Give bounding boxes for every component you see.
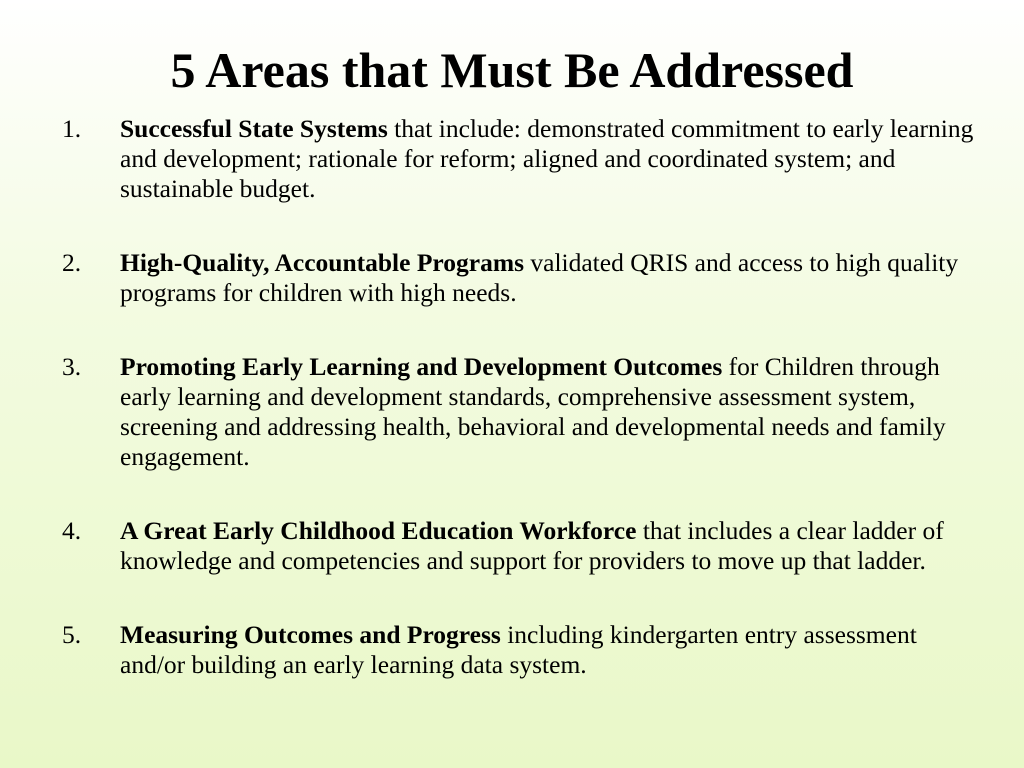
item-lead: Measuring Outcomes and Progress [120, 620, 501, 649]
item-number: 5. [62, 620, 82, 649]
item-text: validated QRIS and access to high quality programs for children with high needs. [120, 248, 959, 307]
item-lead: Promoting Early Learning and Development Outcomes [120, 352, 723, 381]
item-text: that includes a clear ladder of knowledge and competencies and support for providers to move up that ladder. [120, 516, 944, 575]
item-text: including kindergarten entry assessment and/or building an early learning data system. [120, 620, 917, 679]
item-number: 3. [62, 352, 82, 381]
list-item-1 [0, 114, 1024, 204]
slide-title: 5 Areas that Must Be Addressed [170, 42, 854, 98]
item-number: 1. [62, 114, 82, 143]
item-text: for Children through early learning and development standards, comprehensive assessment system, screening and addressing health, behavioral and developmental needs and family engagement. [120, 352, 946, 471]
list-item-5 [0, 620, 1024, 680]
areas-list [0, 114, 1024, 724]
item-lead: Successful State Systems [120, 114, 388, 143]
list-item-2 [0, 248, 1024, 308]
item-lead: A Great Early Childhood Education Workforce [120, 516, 637, 545]
list-item-4 [0, 516, 1024, 576]
item-number: 4. [62, 516, 82, 545]
item-text: that include: demonstrated commitment to early learning and development; rationale for reform; aligned and coordinated system; and sustainable budget. [120, 114, 974, 203]
list-item-3 [0, 352, 1024, 472]
item-number: 2. [62, 248, 82, 277]
item-lead: High-Quality, Accountable Programs [120, 248, 524, 277]
